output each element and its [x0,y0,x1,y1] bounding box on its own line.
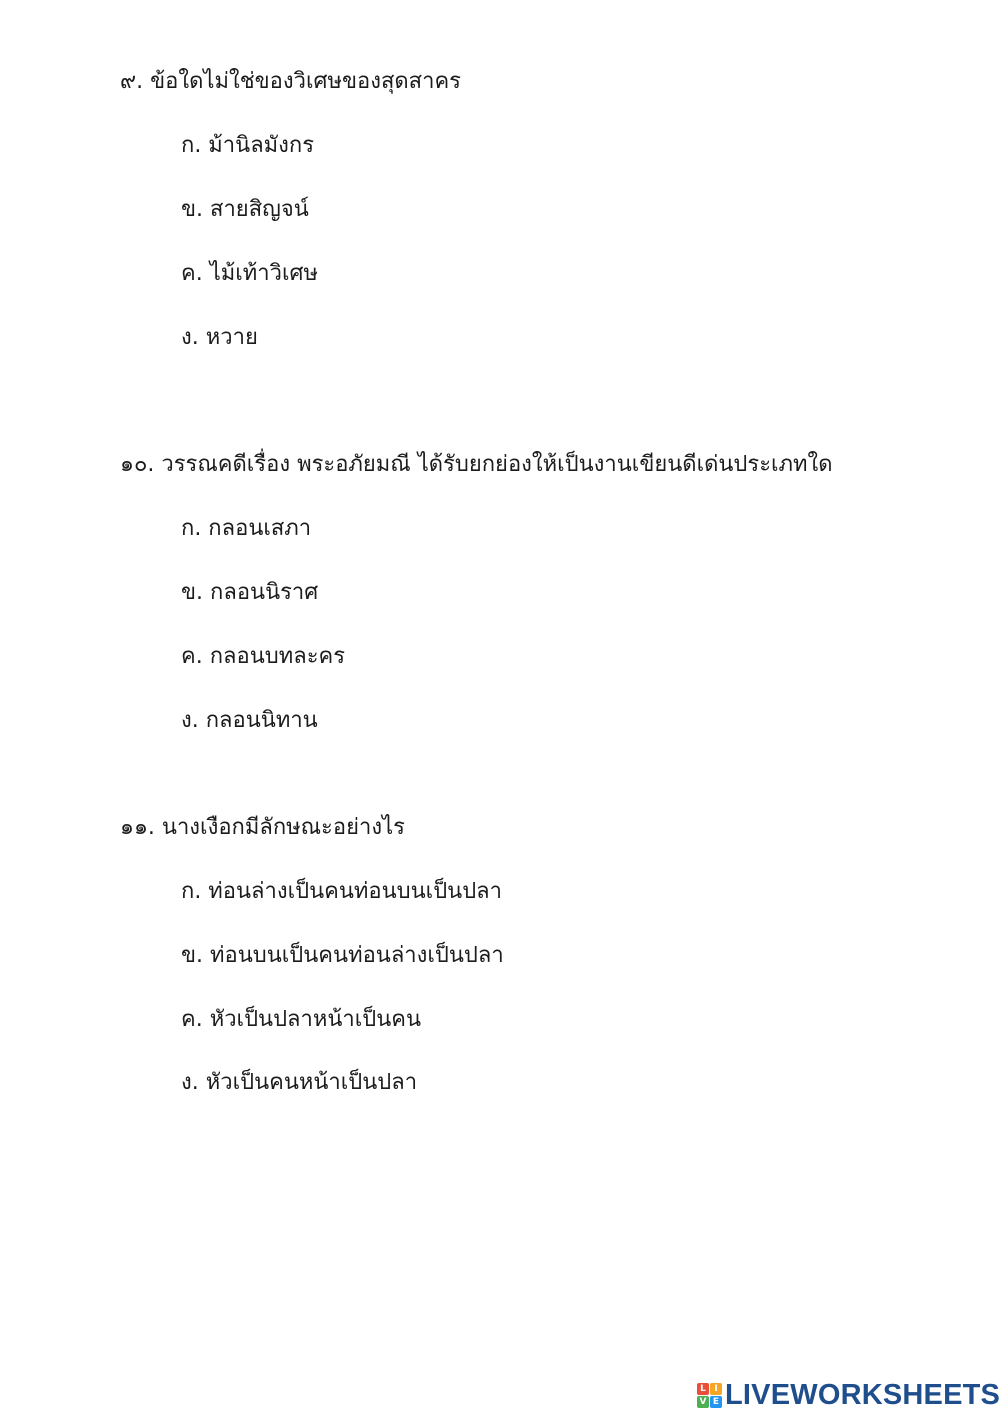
question-11: ๑๑. นางเงือกมีลักษณะอย่างไร [120,815,405,840]
question-10-option-a: ก. กลอนเสภา [181,516,312,541]
mark-letter-i: I [710,1383,722,1395]
question-10-option-d: ง. กลอนนิทาน [181,708,318,733]
question-11-option-d: ง. หัวเป็นคนหน้าเป็นปลา [181,1070,418,1095]
question-10-option-b: ข. กลอนนิราศ [181,580,319,605]
question-11-option-b: ข. ท่อนบนเป็นคนท่อนล่างเป็นปลา [181,943,504,968]
question-10-option-c: ค. กลอนบทละคร [181,644,346,669]
liveworksheets-logo-text: LIVEWORKSHEETS [725,1378,1000,1411]
question-9-option-b: ข. สายสิญจน์ [181,197,309,222]
liveworksheets-logo[interactable] [697,1378,1000,1412]
mark-letter-v: V [697,1396,709,1408]
liveworksheets-mark-icon [697,1383,722,1408]
question-9-option-d: ง. หวาย [181,325,258,350]
question-10: ๑๐. วรรณคดีเรื่อง พระอภัยมณี ได้รับยกย่องให้เป็นงานเขียนดีเด่นประเภทใด [120,452,833,477]
question-9: ๙. ข้อใดไม่ใช่ของวิเศษของสุดสาคร [120,69,461,94]
question-11-option-a: ก. ท่อนล่างเป็นคนท่อนบนเป็นปลา [181,879,502,904]
question-9-option-a: ก. ม้านิลมังกร [181,133,315,158]
mark-letter-e: E [710,1396,722,1408]
question-9-option-c: ค. ไม้เท้าวิเศษ [181,261,318,286]
mark-letter-l: L [697,1383,709,1395]
question-11-option-c: ค. หัวเป็นปลาหน้าเป็นคน [181,1007,422,1032]
